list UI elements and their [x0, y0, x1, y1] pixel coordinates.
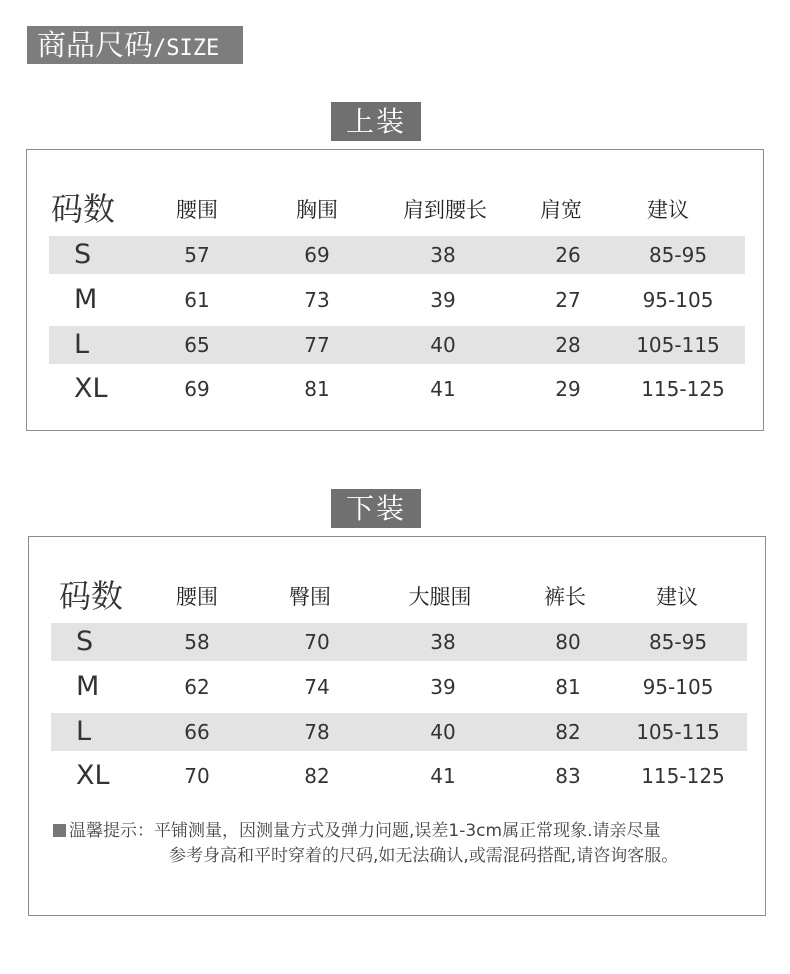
code-header: 码数 [51, 190, 116, 228]
size-label: S [76, 626, 94, 657]
value-cell: 80 [555, 630, 581, 654]
header-shoulder-to-waist: 肩到腰长 [403, 198, 487, 222]
value-cell: 78 [304, 720, 330, 744]
table-row [49, 236, 745, 274]
value-cell: 28 [555, 333, 581, 357]
value-cell: 73 [304, 288, 330, 312]
size-label: L [74, 329, 90, 360]
value-cell: 39 [430, 288, 456, 312]
table-row [49, 326, 745, 364]
value-cell: 40 [430, 333, 456, 357]
table-row [51, 623, 747, 661]
value-cell: 81 [304, 377, 330, 401]
value-cell: 38 [430, 243, 456, 267]
value-cell: 57 [184, 243, 210, 267]
value-cell: 40 [430, 720, 456, 744]
value-cell: 85-95 [648, 243, 708, 267]
table-row [49, 370, 745, 408]
value-cell: 82 [555, 720, 581, 744]
top-size-table [26, 149, 764, 431]
value-cell: 39 [430, 675, 456, 699]
tips-note-line-2: 参考身高和平时穿着的尺码,如无法确认,或需混码搭配,请咨询客服。 [169, 846, 679, 866]
value-cell: 74 [304, 675, 330, 699]
top-section-label: 上装 [331, 102, 421, 141]
value-cell: 41 [430, 764, 456, 788]
value-cell: 115-125 [641, 377, 725, 401]
value-cell: 95-105 [642, 288, 714, 312]
value-cell: 41 [430, 377, 456, 401]
value-cell: 58 [184, 630, 210, 654]
value-cell: 66 [184, 720, 210, 744]
header-suggestion: 建议 [647, 198, 689, 222]
value-cell: 29 [555, 377, 581, 401]
value-cell: 62 [184, 675, 210, 699]
header-thigh: 大腿围 [408, 585, 472, 609]
value-cell: 61 [184, 288, 210, 312]
header-hip: 臀围 [289, 585, 331, 609]
value-cell: 65 [184, 333, 210, 357]
header-waist: 腰围 [176, 585, 218, 609]
header-chest: 胸围 [296, 198, 338, 222]
value-cell: 82 [304, 764, 330, 788]
header-pants-length: 裤长 [544, 585, 586, 609]
value-cell: 77 [304, 333, 330, 357]
value-cell: 85-95 [648, 630, 708, 654]
value-cell: 69 [304, 243, 330, 267]
table-row [51, 713, 747, 751]
note-square-icon [53, 824, 66, 837]
page-title [27, 26, 243, 64]
bottom-section-label: 下装 [331, 489, 421, 528]
tips-text-1: 温馨提示：平铺测量，因测量方式及弹力问题,误差1-3cm属正常现象.请亲尽量 [69, 821, 661, 841]
tips-note-line-1 [53, 819, 660, 844]
size-label: S [74, 239, 92, 270]
code-header: 码数 [59, 577, 124, 615]
value-cell: 70 [304, 630, 330, 654]
size-label: L [76, 716, 92, 747]
size-label: M [74, 284, 98, 315]
table-row [51, 757, 747, 795]
value-cell: 70 [184, 764, 210, 788]
header-waist: 腰围 [176, 198, 218, 222]
value-cell: 69 [184, 377, 210, 401]
size-label: M [76, 671, 100, 702]
value-cell: 26 [555, 243, 581, 267]
size-label: XL [74, 373, 108, 404]
value-cell: 83 [555, 764, 581, 788]
page-title-cn: 商品尺码 [37, 28, 154, 62]
value-cell: 115-125 [641, 764, 725, 788]
table-row [49, 281, 745, 319]
table-row [51, 668, 747, 706]
header-shoulder-width: 肩宽 [540, 198, 582, 222]
value-cell: 27 [555, 288, 581, 312]
value-cell: 38 [430, 630, 456, 654]
value-cell: 95-105 [642, 675, 714, 699]
value-cell: 81 [555, 675, 581, 699]
size-label: XL [76, 760, 110, 791]
header-suggestion: 建议 [656, 585, 698, 609]
value-cell: 105-115 [636, 720, 720, 744]
page-title-en: /SIZE [153, 36, 220, 61]
value-cell: 105-115 [636, 333, 720, 357]
bottom-size-table [28, 536, 766, 916]
